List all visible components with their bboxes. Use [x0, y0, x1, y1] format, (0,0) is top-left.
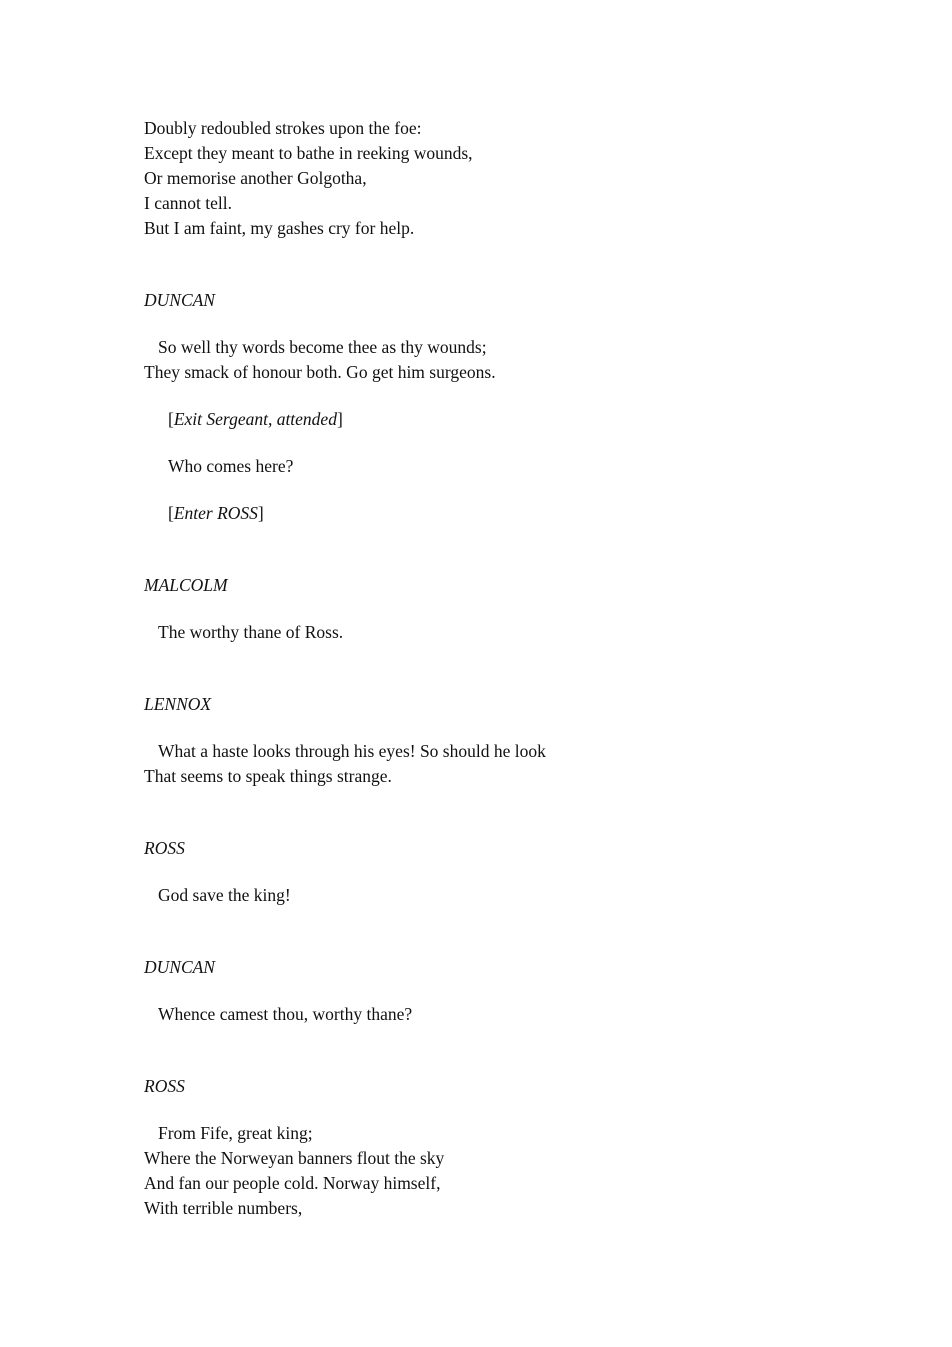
speech-line: Whence camest thou, worthy thane? — [158, 1004, 413, 1024]
speaker-name: DUNCAN — [144, 290, 215, 310]
stage-direction-text: Exit Sergeant, attended — [173, 409, 337, 429]
speaker-name: MALCOLM — [144, 575, 228, 595]
speech-line: That seems to speak things strange. — [144, 766, 392, 786]
speech-line: What a haste looks through his eyes! So should he look — [158, 741, 546, 761]
speech-line: The worthy thane of Ross. — [158, 622, 344, 642]
stage-direction: [Exit Sergeant, attended] — [168, 409, 343, 429]
speech-line: But I am faint, my gashes cry for help. — [144, 218, 415, 238]
speech-line: And fan our people cold. Norway himself, — [144, 1173, 441, 1193]
speech-line: So well thy words become thee as thy wounds; — [158, 337, 487, 357]
stage-direction: [Enter ROSS] — [168, 503, 264, 523]
speech-line: With terrible numbers, — [144, 1198, 303, 1218]
speaker-name: DUNCAN — [144, 957, 215, 977]
speaker-name: ROSS — [144, 838, 185, 858]
speech-line: They smack of honour both. Go get him surgeons. — [144, 362, 496, 382]
speech-continued — [144, 116, 864, 241]
speech-line: Or memorise another Golgotha, — [144, 168, 367, 188]
speaker-name: ROSS — [144, 1076, 185, 1096]
speech-line: I cannot tell. — [144, 193, 232, 213]
speaker-name: LENNOX — [144, 694, 212, 714]
stage-direction-text: Enter ROSS — [173, 503, 258, 523]
play-page — [144, 116, 864, 1221]
speech-line: Except they meant to bathe in reeking wounds, — [144, 143, 473, 163]
speech-line: God save the king! — [158, 885, 291, 905]
speech-line: Where the Norweyan banners flout the sky — [144, 1148, 445, 1168]
speech-line: Doubly redoubled strokes upon the foe: — [144, 118, 422, 138]
speech-line: From Fife, great king; — [158, 1123, 313, 1143]
speech-line: Who comes here? — [168, 456, 294, 476]
